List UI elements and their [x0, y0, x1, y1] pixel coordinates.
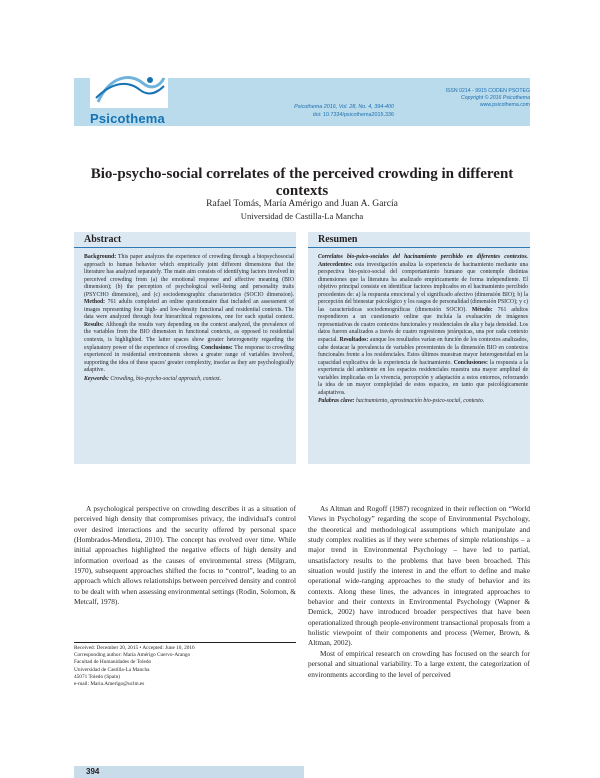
- keywords: [84, 376, 294, 384]
- metodo-label: Método:: [471, 306, 493, 313]
- conclusions-text: The response to crowding experienced in residential environments shows a greater range of variables involved, supporting the idea of these spaces' greater complexity, insofar as they are psychologically adaptive.: [84, 344, 295, 374]
- results-text: Although the results vary depending on the context analyzed, the prevalence of the variables from the BIO dimension in functional contexts, as opposed to residential contexts, is highlighted. The latter spaces show greater heterogeneity regarding the explanatory power of the experience of crowding.: [84, 321, 294, 351]
- palabras-label: Palabras clave:: [318, 398, 355, 405]
- footnote-rule: [74, 642, 296, 643]
- body-column-right: [308, 504, 530, 680]
- issn: ISSN 0214 - 9915 CODEN PSOTEG: [445, 88, 530, 94]
- keywords-text: Crowding, bio-psycho-social approach, context.: [108, 375, 222, 382]
- keywords-label: Keywords:: [84, 375, 109, 382]
- resumen-heading: Resumen: [308, 232, 530, 248]
- footnote-email[interactable]: e-mail: Maria.Amerigo@uclm.es: [74, 681, 145, 688]
- palabras-clave: [318, 398, 528, 406]
- copyright: Copyright © 2016 Psicothema: [461, 95, 530, 102]
- antecedentes-text: esta investigación analiza la experiencia de hacinamiento mediante una perspectiva bio-psico-social del comportamiento humano que contemple distintas dimensiones que la literatura ha analizado empíricamente de forma independiente. El objetivo principal consiste en identificar factores implicados en el hacinamiento percibido procedentes de: a) la respuesta emocional y el significado afectivo (dimensión BIO); b) la percepción del bienestar psicológico y los rasgos de personalidad (dimensión PSICO); y c) las características sociodemográficas (dimensión SOCIO).: [318, 261, 528, 313]
- body-paragraph: Most of empirical research on crowding has focused on the search for personal and situational variability. To a large extent, the categorization of environments according to the level of perceived: [308, 648, 530, 679]
- metodo-text: 761 adultos respondieron a un cuestionario online que incluía la evaluación de imágenes representativas de cuatro contextos funcionales y residenciales de alta y baja densidad. Los datos fueron analizados a través de cuatro regresiones jerárquicas, una por cada contexto espacial.: [318, 306, 528, 344]
- abstract-text: [84, 254, 294, 383]
- paper-title: Bio-psycho-social correlates of the perceived crowding in different contexts: [90, 166, 514, 199]
- citation-block: [262, 104, 394, 119]
- conclusiones-text: la respuesta a la experiencia del ambiente en los espacios residenciales muestra una mayor amplitud de variables implicadas en la vivencia, percepción y adaptación a estos entornos, reforzando la idea de un mayor complejidad de estos espacios, en tanto que psicológicamente adaptativos.: [318, 359, 528, 396]
- journal-meta: [430, 88, 530, 110]
- psicothema-logo: [90, 68, 168, 126]
- resumen-title: Correlatos bio-psico-sociales del hacinamiento percibido en diferentes contextos.: [318, 254, 528, 260]
- abstract-heading: Abstract: [74, 232, 296, 248]
- footnote-university: Universidad de Castilla-La Mancha: [74, 666, 150, 673]
- conclusiones-label: Conclusiones:: [453, 359, 488, 366]
- journal-citation: Psicothema 2016, Vol. 28, No. 4, 394-400: [294, 104, 394, 110]
- abstract-box: [74, 232, 296, 464]
- body-column-left: [74, 504, 296, 607]
- logo-mark-icon: [90, 68, 168, 108]
- palabras-text: hacinamiento, aproximación bio-psico-social, contexto.: [354, 398, 485, 405]
- method-label: Method:: [84, 299, 106, 306]
- authors: Rafael Tomás, María Amérigo and Juan A. García: [206, 198, 398, 209]
- background-text: This paper analyzes the experience of crowding through a biopsychosocial approach to human behavior which empirically joint different dimensions that the literature has analyzed separately. The main aim consists of identifying factors involved in perceived crowding from (a) the emotional response and affective meaning (BIO dimension); (b) the perception of psychological well-being and personality traits (PSYCHO dimension), and (c) sociodemographic characteristics (SOCIO dimension).: [84, 254, 294, 298]
- journal-header: [74, 68, 530, 126]
- body-paragraph: As Altman and Rogoff (1987) recognized in their reflection on “World Views in Psychology” regarding the scope of Environmental Psychology, the theoretical and methodological assumptions which manipulate and study complex realities as if they were schemes of simple relationships – a major trend in Environmental Psychology – have led to partial, unsatisfactory results to the problems that have been broached. This situation would justify the interest in and the effort to define and make operational wide-ranging approaches to the study of behavior and its contexts. Along these lines, the advances in integrated approaches to behavior and their contexts in Environmental Psychology (Wapner & Demick, 2002) have introduced broader perspectives that have been operationalized through people-environment transactional proposals from a holistic viewpoint of their components and process (Werner, Brown, & Altman, 2002).: [308, 504, 530, 648]
- footnote-author: Corresponding author: María Amérigo Cuervo-Arango: [74, 652, 191, 659]
- footnote-faculty: Facultad de Humanidades de Toledo: [74, 659, 152, 666]
- affiliation: Universidad de Castilla-La Mancha: [240, 211, 364, 221]
- conclusions-label: Conclusions:: [201, 344, 233, 351]
- footnote-dates: Received: December 20, 2015 • Accepted: June 10, 2016: [74, 645, 195, 651]
- logo-wordmark: Psicothema: [90, 111, 165, 126]
- page-number: 394: [86, 767, 100, 776]
- antecedentes-label: Antecedentes:: [318, 261, 353, 268]
- resumen-box: [308, 232, 530, 464]
- footnote-address: 45071 Toledo (Spain): [74, 673, 121, 680]
- results-label: Results:: [84, 321, 104, 328]
- doi[interactable]: doi: 10.7334/psicothema2015.336: [312, 111, 394, 118]
- page-number-band: [74, 766, 304, 778]
- background-label: Background:: [84, 254, 117, 260]
- method-text: 761 adults completed an online questionnaire that included an assessment of images representing four high- and low-density functional and residential contexts. The data were analyzed through four hierarchical regressions, one for each spatial context.: [84, 299, 294, 321]
- resultados-text: aunque los resultados varían en función de los contextos analizados, cabe destacar la prevalencia de variables provenientes de la dimensión BIO en contextos funcionales frente a los residenciales. Estos últimos muestran mayor heterogeneidad en la capacidad explicativa de la experiencia de hacinamiento.: [318, 337, 529, 366]
- footnote: [74, 645, 296, 688]
- resultados-label: Resultados:: [339, 337, 369, 344]
- resumen-text: [318, 254, 528, 406]
- website-link[interactable]: www.psicothema.com: [479, 102, 530, 109]
- body-paragraph: A psychological perspective on crowding describes it as a situation of perceived high density that compromises privacy, the individual's control over desired interactions and the security offered by personal space (Hombrados-Mendieta, 2010). The concept has evolved over time. While initial approaches highlighted the negative effects of high density and information overload as the causes of environmental stress (Milgram, 1970), subsequent approaches shifted the focus to “control”, leading to an approach which allows relationships between perceived density and control to be dealt with when assessing environmental settings (Rodin, Solomon, & Metcalf, 1978).: [74, 504, 296, 607]
